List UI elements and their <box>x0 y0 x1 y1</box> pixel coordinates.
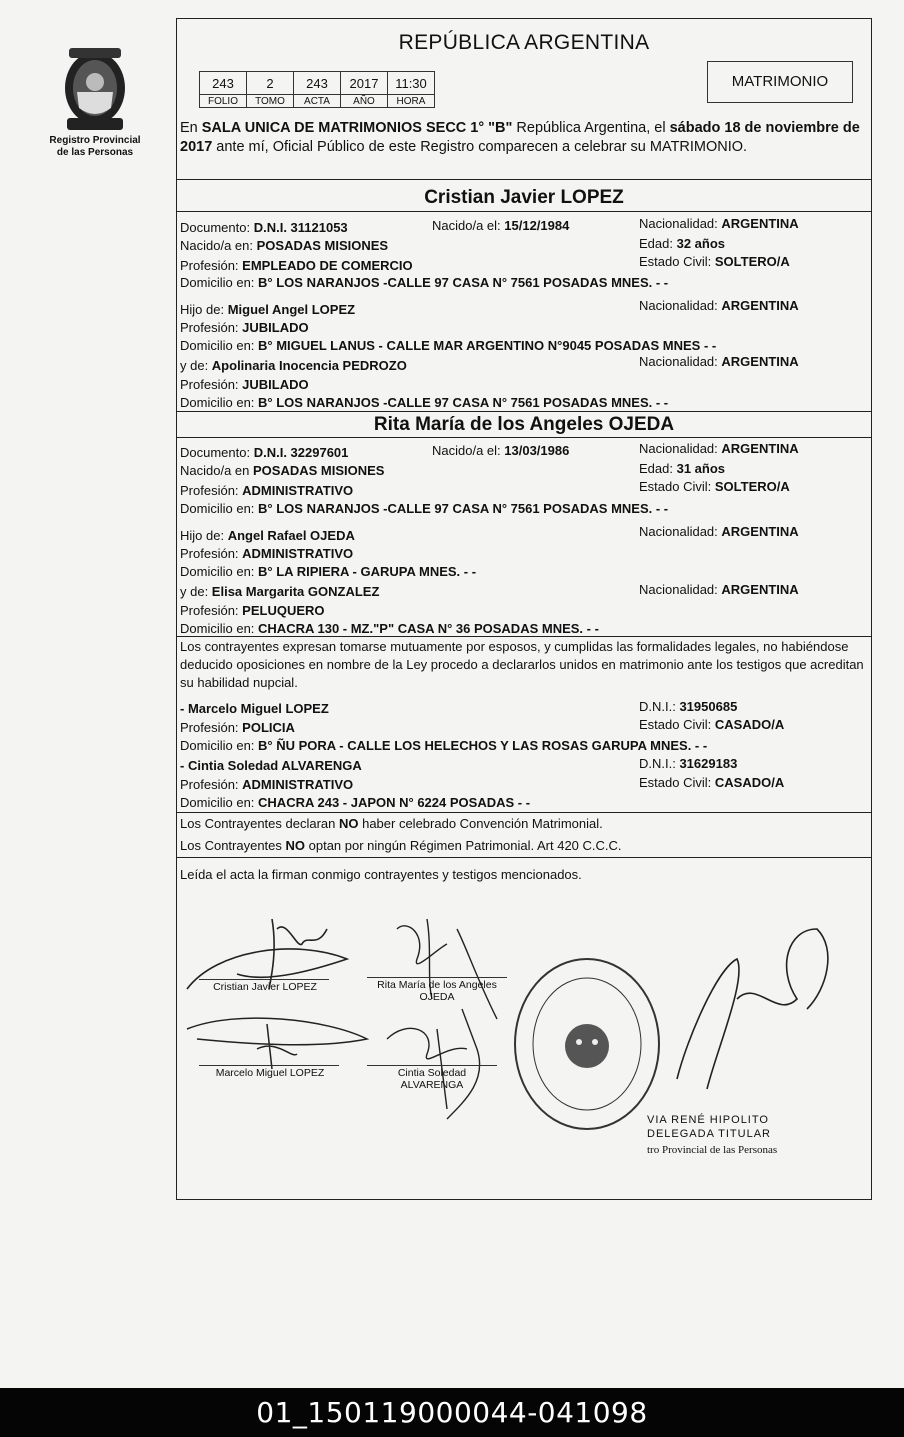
value: Apolinaria Inocencia PEDROZO <box>211 358 407 373</box>
spouse2-civil-status <box>639 478 790 495</box>
value: ARGENTINA <box>721 441 799 456</box>
label: Domicilio en: <box>180 501 259 516</box>
spouse2-mother-address <box>180 620 599 637</box>
hora-label: HORA <box>388 95 435 108</box>
intro-place: SALA UNICA DE MATRIMONIOS SECC 1° "B" <box>201 120 513 136</box>
value: ARGENTINA <box>721 582 799 597</box>
signature-line <box>367 1065 497 1066</box>
marriage-certificate <box>176 18 872 1200</box>
label: Domicilio en: <box>180 338 259 353</box>
spouse2-name: Rita María de los Angeles OJEDA <box>373 414 675 435</box>
official-title: DELEGADA TITULAR <box>647 1128 771 1140</box>
label: Domicilio en: <box>180 738 259 753</box>
value: 31 años <box>676 461 726 476</box>
label: Domicilio en: <box>180 795 259 810</box>
registry-fields <box>199 71 435 108</box>
document-title: REPÚBLICA ARGENTINA <box>398 31 650 54</box>
sig-label-witness1: Marcelo Miguel LOPEZ <box>215 1067 325 1079</box>
value: B° LA RIPIERA - GARUPA MNES. - - <box>258 564 477 579</box>
spouse1-document <box>180 219 348 236</box>
witness1-profession <box>180 719 295 736</box>
value: SOLTERO/A <box>714 479 790 494</box>
witness2-profession <box>180 776 353 793</box>
witness2-name <box>180 757 362 774</box>
value: Angel Rafael OJEDA <box>227 528 355 543</box>
divider <box>177 857 871 858</box>
label: Profesión: <box>180 777 243 792</box>
text: Los Contrayentes <box>180 838 286 853</box>
value: CHACRA 243 - JAPON N° 6224 POSADAS - - <box>258 795 531 810</box>
value: CASADO/A <box>714 775 785 790</box>
value: SOLTERO/A <box>714 254 790 269</box>
acta-label: ACTA <box>294 95 341 108</box>
tomo-value: 2 <box>247 72 294 95</box>
doc-type-box: MATRIMONIO <box>707 61 853 103</box>
value: ARGENTINA <box>721 298 799 313</box>
label: Estado Civil: <box>639 775 715 790</box>
label: Nacionalidad: <box>639 441 722 456</box>
witness1-civil-status <box>639 716 784 733</box>
intro-paragraph <box>180 119 868 157</box>
anio-label: AÑO <box>341 95 388 108</box>
label: y de: <box>180 584 212 599</box>
signature-line <box>367 977 507 978</box>
value: 31950685 <box>679 699 738 714</box>
value: ARGENTINA <box>721 354 799 369</box>
anio-value: 2017 <box>341 72 388 95</box>
value: B° ÑU PORA - CALLE LOS HELECHOS Y LAS ROSAS GARUPA MNES. - - <box>258 738 708 753</box>
spouse1-name: Cristian Javier LOPEZ <box>424 187 624 208</box>
label: Estado Civil: <box>639 479 715 494</box>
label: Nacionalidad: <box>639 582 722 597</box>
value: 31629183 <box>679 756 738 771</box>
label: Hijo de: <box>180 302 228 317</box>
label: D.N.I.: <box>639 699 680 714</box>
label: Domicilio en: <box>180 275 259 290</box>
spouse1-father-address <box>180 337 716 354</box>
spouse1-father-profession <box>180 319 309 336</box>
value: EMPLEADO DE COMERCIO <box>242 258 413 273</box>
intro-text-1: En <box>180 120 202 136</box>
label: Nacido/a en <box>180 463 253 478</box>
official-name: VIA RENÉ HIPOLITO <box>647 1114 769 1126</box>
value: ADMINISTRATIVO <box>242 777 354 792</box>
sig-label-witness2-line1: Cintia Soledad <box>397 1067 467 1079</box>
spouse1-mother <box>180 357 407 374</box>
intro-date: sábado 18 de noviembre de 2017 <box>180 120 860 155</box>
value: JUBILADO <box>242 377 309 392</box>
value: CHACRA 130 - MZ."P" CASA N° 36 POSADAS MNES. - - <box>258 621 599 636</box>
acta-value: 243 <box>294 72 341 95</box>
value: 13/03/1986 <box>504 443 570 458</box>
spouse1-nationality <box>639 215 799 232</box>
divider <box>177 437 871 438</box>
spouse2-age <box>639 460 725 477</box>
value: POSADAS MISIONES <box>253 463 385 478</box>
value: D.N.I. 31121053 <box>253 220 348 235</box>
spouse1-profession <box>180 257 413 274</box>
spouse2-document <box>180 444 348 461</box>
label: Hijo de: <box>180 528 228 543</box>
official-office: tro Provincial de las Personas <box>647 1144 778 1156</box>
signature-line <box>199 979 329 980</box>
value: JUBILADO <box>242 320 309 335</box>
official-seal-icon <box>507 954 667 1134</box>
spouse2-mother-profession <box>180 602 325 619</box>
spouse2-born <box>432 442 569 459</box>
value: Miguel Angel LOPEZ <box>227 302 356 317</box>
label: Profesión: <box>180 258 243 273</box>
label: Profesión: <box>180 720 243 735</box>
label: Estado Civil: <box>639 717 715 732</box>
label: D.N.I.: <box>639 756 680 771</box>
value: PELUQUERO <box>242 603 325 618</box>
label: Domicilio en: <box>180 564 259 579</box>
label: Nacido/a el: <box>432 218 505 233</box>
registry-name-line1: Registro Provincial <box>49 135 141 146</box>
emphasis: NO <box>338 816 359 831</box>
label: Nacionalidad: <box>639 216 722 231</box>
closing-statement: Leída el acta la firman conmigo contrayentes y testigos mencionados. <box>180 867 582 882</box>
label: Profesión: <box>180 377 243 392</box>
sig-label-witness2-line2: ALVARENGA <box>400 1079 464 1091</box>
spouse2-father-profession <box>180 545 353 562</box>
value: - Marcelo Miguel LOPEZ <box>180 701 329 716</box>
divider <box>177 179 871 180</box>
text: haber celebrado Convención Matrimonial. <box>358 816 603 831</box>
label: Domicilio en: <box>180 395 259 410</box>
spouse1-born <box>432 217 569 234</box>
value: 15/12/1984 <box>504 218 570 233</box>
folio-value: 243 <box>200 72 247 95</box>
signature-line <box>199 1065 339 1066</box>
declaration-paragraph: Los contrayentes expresan tomarse mutuamente por esposos, y cumplidas las formalidades legales, no habiéndose deducido oposiciones en nombre de la Ley procedo a declararlos unidos en matrimonio ante los testigos que acreditan su habilidad nupcial. <box>180 639 864 690</box>
label: Nacionalidad: <box>639 524 722 539</box>
text: Los Contrayentes declaran <box>180 816 339 831</box>
witness1-dni <box>639 698 737 715</box>
value: POLICIA <box>242 720 295 735</box>
text: optan por ningún Régimen Patrimonial. Art 420 C.C.C. <box>305 838 622 853</box>
divider <box>177 211 871 212</box>
label: Documento: <box>180 445 254 460</box>
value: POSADAS MISIONES <box>256 238 389 253</box>
label: Profesión: <box>180 546 243 561</box>
label: Edad: <box>639 236 677 251</box>
witness1-address <box>180 737 707 754</box>
label: Nacido/a en: <box>180 238 257 253</box>
label: Domicilio en: <box>180 621 259 636</box>
divider <box>177 636 871 637</box>
label: Nacido/a el: <box>432 443 505 458</box>
label: Profesión: <box>180 603 243 618</box>
spouse2-mother-nationality <box>639 581 799 598</box>
value: ADMINISTRATIVO <box>242 546 354 561</box>
divider <box>177 812 871 813</box>
spouse1-civil-status <box>639 253 790 270</box>
value: B° MIGUEL LANUS - CALLE MAR ARGENTINO N°9045 POSADAS MNES - - <box>258 338 717 353</box>
registry-name-line2: de las Personas <box>56 147 134 158</box>
label: Edad: <box>639 461 677 476</box>
spouse1-age <box>639 235 725 252</box>
witness2-address <box>180 794 530 811</box>
spouse2-father <box>180 527 355 544</box>
intro-text-2: República Argentina, el <box>512 120 670 136</box>
spouse1-mother-address <box>180 394 668 411</box>
sig-label-spouse2-line2: OJEDA <box>419 991 455 1003</box>
value: B° LOS NARANJOS -CALLE 97 CASA N° 7561 POSADAS MNES. - - <box>258 501 669 516</box>
hora-value: 11:30 <box>388 72 435 95</box>
label: Profesión: <box>180 483 243 498</box>
label: y de: <box>180 358 212 373</box>
label: Profesión: <box>180 320 243 335</box>
spouse2-father-address <box>180 563 476 580</box>
sig-label-spouse1: Cristian Javier LOPEZ <box>213 981 317 993</box>
value: ADMINISTRATIVO <box>242 483 354 498</box>
value: ARGENTINA <box>721 524 799 539</box>
convention-line2 <box>180 837 622 854</box>
spouse1-father-nationality <box>639 297 799 314</box>
spouse2-profession <box>180 482 353 499</box>
spouse2-father-nationality <box>639 523 799 540</box>
coat-of-arms-icon <box>55 40 135 135</box>
scan-id-footer: 01_150119000044-041098 <box>0 1388 904 1437</box>
spouse1-mother-profession <box>180 376 309 393</box>
spouse2-mother <box>180 583 379 600</box>
label: Nacionalidad: <box>639 298 722 313</box>
value: Elisa Margarita GONZALEZ <box>211 584 380 599</box>
label: Nacionalidad: <box>639 354 722 369</box>
folio-label: FOLIO <box>200 95 247 108</box>
value: B° LOS NARANJOS -CALLE 97 CASA N° 7561 POSADAS MNES. - - <box>258 395 669 410</box>
value: D.N.I. 32297601 <box>253 445 349 460</box>
spouse1-address <box>180 274 668 291</box>
signatures-area <box>177 889 871 1189</box>
emphasis: NO <box>285 838 306 853</box>
divider <box>177 411 871 412</box>
value: B° LOS NARANJOS -CALLE 97 CASA N° 7561 POSADAS MNES. - - <box>258 275 669 290</box>
value: 32 años <box>676 236 726 251</box>
witness1-name <box>180 700 329 717</box>
registry-logo <box>40 40 150 159</box>
witness2-civil-status <box>639 774 784 791</box>
tomo-label: TOMO <box>247 95 294 108</box>
convention-line1 <box>180 815 603 832</box>
intro-text-3: ante mí, Oficial Público de este Registro comparecen a celebrar su MATRIMONIO. <box>212 139 748 155</box>
spouse1-father <box>180 301 355 318</box>
spouse1-mother-nationality <box>639 353 799 370</box>
sig-label-spouse2-line1: Rita María de los Angeles <box>377 979 497 991</box>
value: ARGENTINA <box>721 216 799 231</box>
value: - Cintia Soledad ALVARENGA <box>180 758 362 773</box>
label: Estado Civil: <box>639 254 715 269</box>
spouse2-nationality <box>639 440 799 457</box>
spouse2-birthplace <box>180 462 384 479</box>
witness2-dni <box>639 755 737 772</box>
spouse2-address <box>180 500 668 517</box>
spouse1-birthplace <box>180 237 388 254</box>
label: Documento: <box>180 220 254 235</box>
value: CASADO/A <box>714 717 785 732</box>
